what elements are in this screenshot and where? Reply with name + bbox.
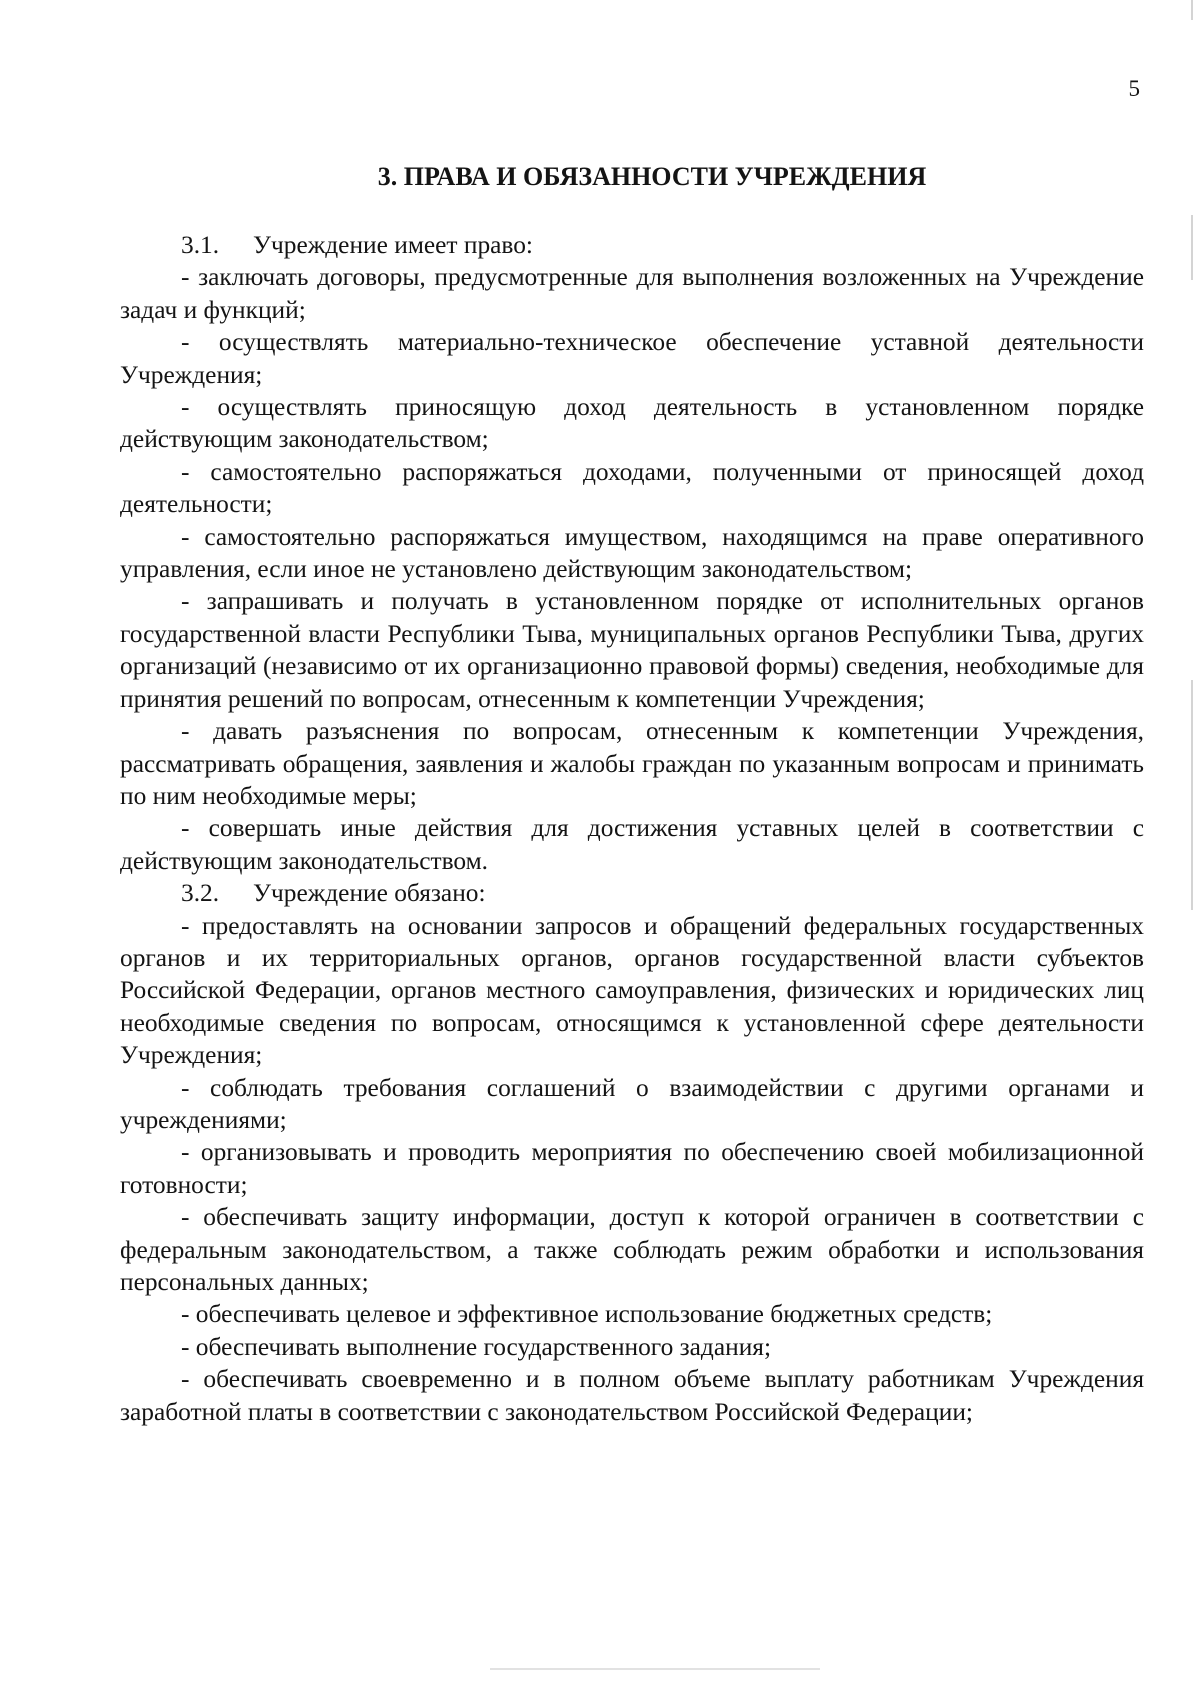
- list-item: - обеспечивать своевременно и в полном объеме выплату работникам Учреждения заработной платы в соответствии с законодательством Российской Федерации;: [120, 1365, 1144, 1426]
- page-number: 5: [1128, 76, 1140, 101]
- scan-edge-mark: [1191, 680, 1193, 910]
- list-item: - давать разъяснения по вопросам, отнесенным к компетенции Учреждения, рассматривать обращения, заявления и жалобы граждан по указанным вопросам и принимать по ним необходимые меры;: [120, 717, 1144, 810]
- clause-number: 3.2.: [181, 879, 220, 908]
- clause-intro: Учреждение обязано:: [253, 879, 486, 908]
- list-item: - обеспечивать выполнение государственного задания;: [181, 1332, 772, 1361]
- list-item: - предоставлять на основании запросов и обращений федеральных государственных органов и их территориальных органов, органов государственной власти субъектов Российской Федерации, органов местного самоуправления, физических и юридических лиц необходимые сведения по вопросам, относящимся к установленной сфере деятельности Учреждения;: [120, 911, 1144, 1070]
- scan-edge-mark: [1191, 0, 1193, 20]
- clause-heading: [120, 229, 1144, 261]
- list-item: - осуществлять приносящую доход деятельность в установленном порядке действующим законодательством;: [120, 393, 1144, 454]
- list-item: - запрашивать и получать в установленном порядке от исполнительных органов государственной власти Республики Тыва, муниципальных органов Республики Тыва, других организаций (независимо от их организационно правовой формы) сведения, необходимые для принятия решений по вопросам, отнесенным к компетенции Учреждения;: [120, 587, 1144, 713]
- list-item: - самостоятельно распоряжаться имуществом, находящимся на праве оперативного управления, если иное не установлено действующим законодательством;: [120, 522, 1144, 584]
- clause-number: 3.1.: [181, 231, 220, 259]
- list-item: - обеспечивать защиту информации, доступ к которой ограничен в соответствии с федеральным законодательством, а также соблюдать режим обработки и использования персональных данных;: [120, 1203, 1144, 1296]
- section-title: 3. ПРАВА И ОБЯЗАННОСТИ УЧРЕЖДЕНИЯ: [377, 162, 927, 191]
- list-item: - самостоятельно распоряжаться доходами, полученными от приносящей доход деятельности;: [120, 457, 1144, 519]
- scan-edge-mark: [1191, 215, 1193, 280]
- list-item: - организовывать и проводить мероприятия по обеспечению своей мобилизационной готовности;: [120, 1138, 1144, 1199]
- list-item: - совершать иные действия для достижения уставных целей в соответствии с действующим законодательством.: [120, 814, 1144, 875]
- list-item: - соблюдать требования соглашений о взаимодействии с другими органами и учреждениями;: [120, 1073, 1144, 1134]
- scan-bottom-mark: [490, 1668, 820, 1670]
- list-item: - осуществлять материально-техническое обеспечение уставной деятельности Учреждения;: [120, 328, 1144, 389]
- clause-intro: Учреждение имеет право:: [253, 231, 533, 259]
- list-item: - обеспечивать целевое и эффективное использование бюджетных средств;: [181, 1300, 993, 1329]
- list-item: - заключать договоры, предусмотренные для выполнения возложенных на Учреждение задач и функций;: [120, 263, 1144, 324]
- document-body: [120, 229, 1144, 1428]
- clause-heading: [120, 877, 1144, 909]
